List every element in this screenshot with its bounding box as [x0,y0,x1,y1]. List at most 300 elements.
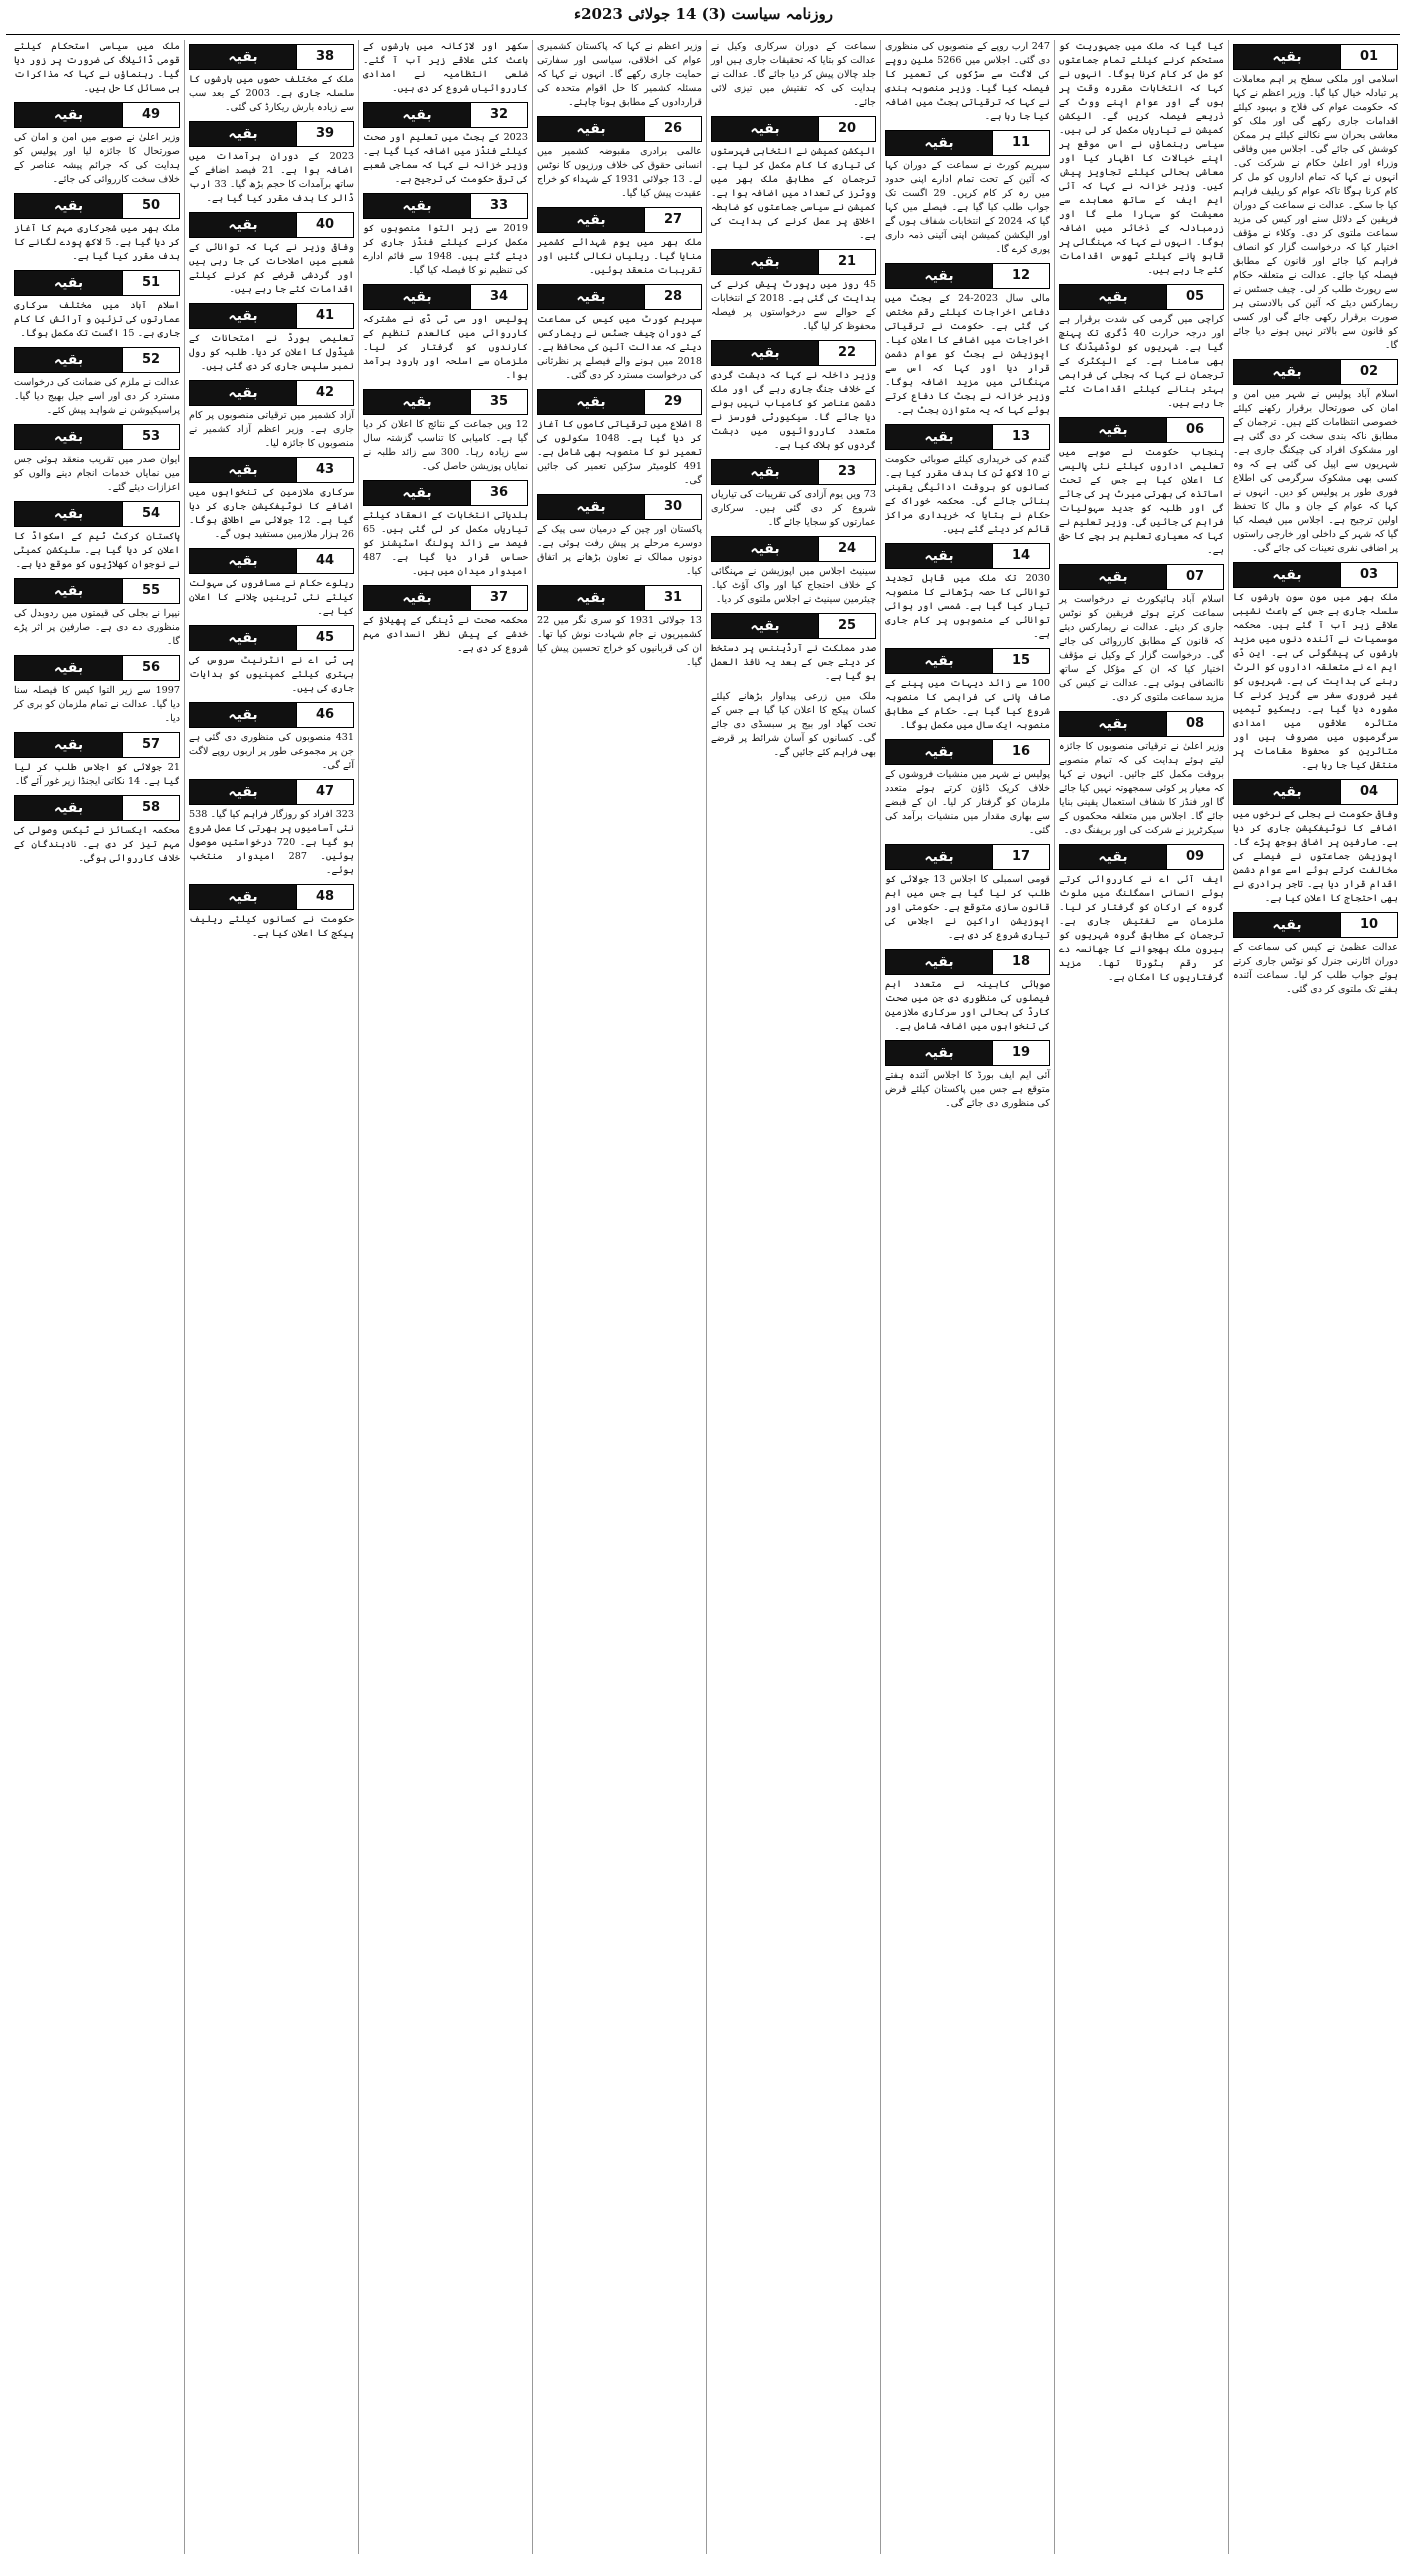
continuation-block [1233,562,1398,773]
continuation-block [711,536,876,607]
article-text: وفاقی وزیر نے کہا کہ توانائی کے شعبے میں اصلاحات کی جا رہی ہیں اور گردشی قرضے کم کرنے کیلئے اقدامات کئے جا رہے ہیں۔ [189,242,354,295]
article-text: کیا گیا کہ ملک میں جمہوریت کو مستحکم کرنے کیلئے تمام جماعتوں کو مل کر کام کرنا ہوگا۔ انہوں نے کہا کہ انتخابات مقررہ وقت پر ہوں گے اور عوام اپنے ووٹ کے ذریعے فیصلہ کریں گے۔ الیکشن کمیشن نے تیاریاں مکمل کر لی ہیں۔ سیاسی رہنماؤں نے اس موقع پر اپنے خیالات کا اظہار کیا اور معاشی بحالی کیلئے تجاویز پیش کیں۔ وزیر خزانہ نے کہا کہ آئی ایم ایف کے ساتھ معاہدے سے معیشت کو سہارا ملے گا اور زرمبادلہ کے ذخائر میں اضافہ ہوگا۔ انہوں نے کہا کہ مہنگائی پر قابو پانے کیلئے ٹھوس اقدامات کئے جا رہے ہیں۔ [1059,41,1224,276]
continuation-block [885,263,1050,418]
article-text: 13 جولائی 1931 کو سری نگر میں 22 کشمیریوں نے جام شہادت نوش کیا تھا۔ ان کی قربانیوں کو خراج تحسین پیش کیا گیا۔ [537,615,702,668]
continuation-number: 37 [470,586,527,610]
continuation-label: بقیہ [15,271,122,295]
article-text: ایوان صدر میں تقریب منعقد ہوئی جس میں نمایاں خدمات انجام دینے والوں کو اعزازات دیئے گئے۔ [14,454,180,493]
article-text: پاکستان اور چین کے درمیان سی پیک کے دوسرے مرحلے پر پیش رفت ہوئی ہے۔ دونوں ممالک نے تعاون بڑھانے پر اتفاق کیا۔ [537,524,702,577]
continuation-tag [537,494,702,520]
continuation-tag [189,212,354,238]
continuation-block [189,548,354,619]
continuation-label: بقیہ [886,131,992,155]
continuation-number: 56 [122,656,179,680]
continuation-block [14,578,180,649]
article-text: محکمہ ایکسائز نے ٹیکس وصولی کی مہم تیز کر دی ہے۔ نادہندگان کے خلاف کارروائی ہوگی۔ [14,825,180,864]
article-text: 100 سے زائد دیہات میں پینے کے صاف پانی کی فراہمی کا منصوبہ شروع کیا گیا ہے۔ حکام کے مطابق منصوبہ ایک سال میں مکمل ہوگا۔ [885,678,1050,731]
continuation-number: 35 [470,390,527,414]
continuation-label: بقیہ [190,458,296,482]
article-text: صدر مملکت نے آرڈیننس پر دستخط کر دیئے جس کے بعد یہ نافذ العمل ہو گیا ہے۔ [711,643,876,682]
continuation-label: بقیہ [1060,845,1166,869]
article-text: 8 اضلاع میں ترقیاتی کاموں کا آغاز کر دیا گیا ہے۔ 1048 سکولوں کی تعمیر نو کا منصوبہ بھی شامل ہے۔ 491 کلومیٹر سڑکیں تعمیر کی جائیں گی۔ [537,419,702,486]
continuation-block [711,340,876,453]
continuation-number: 31 [644,586,701,610]
continuation-label: بقیہ [15,733,122,757]
article-text: ملک میں سیاسی استحکام کیلئے قومی ڈائیلاگ کی ضرورت پر زور دیا گیا۔ رہنماؤں نے کہا کہ مذاکرات ہی مسائل کا حل ہیں۔ [14,41,180,94]
continuation-block [363,193,528,278]
continuation-tag [1059,564,1224,590]
continuation-tag [14,732,180,758]
article-text: 73 ویں یوم آزادی کی تقریبات کی تیاریاں شروع کر دی گئی ہیں۔ سرکاری عمارتوں کو سجایا جائے گا۔ [711,489,876,528]
continuation-number: 08 [1166,712,1223,736]
continuation-tag [363,284,528,310]
column-5 [532,40,706,2554]
article-text: وزیر داخلہ نے کہا کہ دہشت گردی کے خلاف جنگ جاری رہے گی اور ملک دشمن عناصر کو کامیاب نہیں ہونے دیا جائے گا۔ سیکیورٹی فورسز نے متعدد کارروائیوں میں دہشت گردوں کو ہلاک کیا ہے۔ [711,370,876,451]
continuation-tag [14,102,180,128]
continuation-number: 40 [296,213,353,237]
continuation-block [189,380,354,451]
continuation-label: بقیہ [15,348,122,372]
continuation-tag [711,340,876,366]
header-rule [6,34,1400,35]
article-text: 2019 سے زیر التوا منصوبوں کو مکمل کرنے کیلئے فنڈز جاری کر دیئے گئے ہیں۔ 1948 سے قائم ادارے کی تنظیم نو کا فیصلہ کیا گیا۔ [363,223,529,276]
continuation-label: بقیہ [886,950,992,974]
continuation-number: 19 [992,1041,1049,1065]
column-6 [358,40,532,2554]
continuation-block [14,347,180,418]
continuation-number: 50 [122,194,179,218]
continuation-block [885,424,1050,537]
continuation-number: 13 [992,425,1049,449]
article-text: بلدیاتی انتخابات کے انعقاد کیلئے تیاریاں مکمل کر لی گئی ہیں۔ 65 فیصد سے زائد پولنگ اسٹیشنز کو حساس قرار دیا گیا ہے۔ 487 امیدوار میدان میں ہیں۔ [363,510,528,577]
article-text: مالی سال 2023-24 کے بجٹ میں دفاعی اخراجات کیلئے رقم مختص کی گئی ہے۔ حکومت نے ترقیاتی اخراجات میں اضافے کا اعلان کیا۔ اپوزیشن نے بجٹ کو عوام دشمن قرار دیا اور کہا کہ اس سے مہنگائی میں مزید اضافہ ہوگا۔ وزیر خزانہ نے بجٹ کا دفاع کرتے ہوئے کہا کہ یہ متوازن بجٹ ہے۔ [885,293,1050,416]
continuation-label: بقیہ [15,194,122,218]
article-text: پولیس نے شہر میں منشیات فروشوں کے خلاف کریک ڈاؤن کرتے ہوئے متعدد ملزمان کو گرفتار کر لیا۔ ان کے قبضے سے بھاری مقدار میں منشیات برآمد کی گئی۔ [885,769,1050,836]
article-text: ایف آئی اے نے کارروائی کرتے ہوئے انسانی اسمگلنگ میں ملوث گروہ کے ارکان کو گرفتار کر لیا۔ ملزمان سے تفتیش جاری ہے۔ ترجمان کے مطابق گروہ شہریوں کو بیرون ملک بھجوانے کا جھانسہ دے کر رقم بٹورتا تھا۔ مزید گرفتاریوں کا امکان ہے۔ [1059,874,1224,983]
article-text: قومی اسمبلی کا اجلاس 13 جولائی کو طلب کر لیا گیا ہے جس میں اہم قانون سازی متوقع ہے۔ حکومتی اور اپوزیشن اراکین نے اجلاس کی تیاری شروع کر دی ہے۔ [885,874,1051,941]
continuation-tag [711,249,876,275]
continuation-block [189,457,354,542]
column-8 [10,40,184,2554]
article-text: 247 ارب روپے کے منصوبوں کی منظوری دی گئی۔ اجلاس میں 5266 ملین روپے کی لاگت سے سڑکوں کی تعمیر کا فیصلہ کیا گیا۔ وزیر منصوبہ بندی نے کہا کہ ترقیاتی بجٹ میں اضافہ کیا جا رہا ہے۔ [885,41,1050,122]
continuation-number: 15 [992,649,1049,673]
continuation-block [14,270,180,341]
column-7 [184,40,358,2554]
continuation-label: بقیہ [712,460,818,484]
article-text: اسلام آباد میں مختلف سرکاری عمارتوں کی تزئین و آرائش کا کام جاری ہے۔ 15 اگست تک مکمل ہوگا۔ [14,300,180,339]
continuation-number: 34 [470,285,527,309]
continuation-block [537,116,702,201]
continuation-tag [885,949,1050,975]
article-text: ریلوے حکام نے مسافروں کی سہولت کیلئے نئی ٹرینیں چلانے کا اعلان کیا ہے۔ [189,578,354,617]
continuation-tag [189,548,354,574]
continuation-block [537,284,702,383]
continuation-tag [14,347,180,373]
continuation-number: 12 [992,264,1049,288]
continuation-block [14,424,180,495]
continuation-tag [885,424,1050,450]
article-text: عدالت عظمیٰ نے کیس کی سماعت کے دوران اٹارنی جنرل کو نوٹس جاری کرتے ہوئے جواب طلب کر لیا۔ سماعت آئندہ ہفتے تک ملتوی کر دی گئی۔ [1233,942,1398,995]
continuation-label: بقیہ [886,1041,992,1065]
continuation-tag [189,457,354,483]
continuation-tag [1059,417,1224,443]
continuation-tag [1233,359,1398,385]
continuation-label: بقیہ [364,285,470,309]
continuation-block [537,389,702,488]
continuation-label: بقیہ [538,390,644,414]
article-text: سپریم کورٹ میں کیس کی سماعت کے دوران چیف جسٹس نے ریمارکس دیئے کہ عدالت آئین کی محافظ ہے۔ 2018 میں ہونے والے فیصلے پر نظرثانی کی درخواست مسترد کر دی گئی۔ [537,314,702,381]
continuation-block [537,40,702,110]
continuation-number: 47 [296,780,353,804]
continuation-block [14,655,180,726]
continuation-number: 23 [818,460,875,484]
continuation-number: 06 [1166,418,1223,442]
article-text: 45 روز میں رپورٹ پیش کرنے کی ہدایت کی گئی ہے۔ 2018 کے انتخابات کے حوالے سے درخواستوں پر فیصلہ محفوظ کر لیا گیا۔ [711,279,876,332]
article-text: 12 ویں جماعت کے نتائج کا اعلان کر دیا گیا ہے۔ کامیابی کا تناسب گزشتہ سال سے زیادہ رہا۔ 300 سے زائد طلبہ نے نمایاں پوزیشن حاصل کی۔ [363,419,529,472]
continuation-label: بقیہ [712,341,818,365]
continuation-label: بقیہ [15,656,122,680]
continuation-label: بقیہ [538,117,644,141]
continuation-label: بقیہ [1060,565,1166,589]
article-text: ملک بھر میں مون سون بارشوں کا سلسلہ جاری ہے جس کے باعث نشیبی علاقے زیر آب آ گئے ہیں۔ محکمہ موسمیات نے آئندہ دنوں میں مزید بارشوں کی پیشگوئی کی ہے۔ این ڈی ایم اے نے متعلقہ اداروں کو الرٹ رہنے کی ہدایت کی ہے۔ شہریوں کو غیر ضروری سفر سے گریز کرنے کا مشورہ دیا گیا ہے۔ ریسکیو ٹیمیں متاثرہ علاقوں میں امدادی سرگرمیوں میں مصروف ہیں اور متاثرین کو محفوظ مقامات پر منتقل کیا جا رہا ہے۔ [1233,592,1398,771]
article-text: 431 منصوبوں کی منظوری دی گئی ہے جن پر مجموعی طور پر اربوں روپے لاگت آئے گی۔ [189,732,354,771]
continuation-label: بقیہ [1060,418,1166,442]
continuation-label: بقیہ [364,194,470,218]
continuation-tag [885,739,1050,765]
article-text: الیکشن کمیشن نے انتخابی فہرستوں کی تیاری کا کام مکمل کر لیا ہے۔ ترجمان کے مطابق ملک بھر میں ووٹرز کی تعداد میں اضافہ ہوا ہے۔ کمیشن نے سیاسی جماعتوں کو ضابطہ اخلاق پر عمل کرنے کی ہدایت کی ہے۔ [711,146,876,241]
continuation-number: 44 [296,549,353,573]
continuation-number: 18 [992,950,1049,974]
article-text: اسلامی اور ملکی سطح پر اہم معاملات پر تبادلہ خیال کیا گیا۔ وزیر اعظم نے کہا کہ حکومت عوام کی فلاح و بہبود کیلئے اقدامات جاری رکھے گی اور ملک کو معاشی بحران سے نکالنے کیلئے ہر ممکن کوشش کی جائے گی۔ اجلاس میں وفاقی وزراء اور اعلیٰ حکام نے شرکت کی۔ انہوں نے کہا کہ تمام اداروں کو مل کر کام کرنا ہوگا تاکہ عوام کو ریلیف فراہم کیا جا سکے۔ عدالت نے سماعت کے دوران فریقین کے دلائل سنے اور کیس کی مزید سماعت ملتوی کر دی۔ وکلاء نے مؤقف اختیار کیا کہ درخواست گزار کو انصاف فراہم کیا جائے اور قانون کے مطابق فیصلہ کیا جائے۔ عدالت نے متعلقہ حکام سے رپورٹ طلب کر لی۔ چیف جسٹس نے ریمارکس دیئے کہ آئین کی بالادستی ہر صورت برقرار رکھی جائے گی اور کسی کو قانون سے بالاتر نہیں ہونے دیا جائے گا۔ [1233,74,1398,351]
continuation-block [1233,779,1398,906]
continuation-block [189,702,354,773]
article-text: پولیس اور سی ٹی ڈی نے مشترکہ کارروائی میں کالعدم تنظیم کے کارندوں کو گرفتار کر لیا۔ ملزمان سے اسلحہ اور بارود برآمد ہوا۔ [363,314,528,381]
continuation-block [14,40,180,96]
continuation-number: 10 [1340,913,1397,937]
continuation-number: 36 [470,481,527,505]
continuation-label: بقیہ [190,45,296,69]
continuation-number: 46 [296,703,353,727]
continuation-block [363,585,528,656]
article-text: صوبائی کابینہ نے متعدد اہم فیصلوں کی منظوری دی جن میں صحت کارڈ کی بحالی اور سرکاری ملازمین کی تنخواہوں میں اضافہ شامل ہے۔ [885,979,1050,1032]
article-text: 21 جولائی کو اجلاس طلب کر لیا گیا ہے۔ 14 نکاتی ایجنڈا زیر غور آئے گا۔ [14,762,180,787]
continuation-block [885,40,1050,124]
continuation-block [189,303,354,374]
continuation-block [1233,912,1398,997]
continuation-tag [1059,711,1224,737]
article-text: ملک بھر میں یوم شہدائے کشمیر منایا گیا۔ ریلیاں نکالی گئیں اور تقریبات منعقد ہوئیں۔ [537,237,702,276]
continuation-block [1059,417,1224,558]
continuation-block [189,44,354,115]
continuation-number: 28 [644,285,701,309]
continuation-number: 17 [992,845,1049,869]
continuation-label: بقیہ [190,780,296,804]
continuation-tag [537,284,702,310]
continuation-block [189,884,354,941]
continuation-label: بقیہ [1060,712,1166,736]
continuation-number: 03 [1340,563,1397,587]
continuation-label: بقیہ [15,103,122,127]
article-text: اسلام آباد ہائیکورٹ نے درخواست پر سماعت کرتے ہوئے فریقین کو نوٹس جاری کر دیئے۔ عدالت نے ریمارکس دیئے کہ قانون کے مطابق کارروائی کی جائے گی۔ درخواست گزار کے وکیل نے مؤقف اختیار کیا کہ ان کے مؤکل کے ساتھ ناانصافی ہوئی ہے۔ عدالت نے کیس کی مزید سماعت ملتوی کر دی۔ [1059,594,1224,703]
column-2 [1054,40,1228,2554]
column-4 [706,40,880,2554]
continuation-label: بقیہ [190,381,296,405]
continuation-tag [885,130,1050,156]
article-text: تعلیمی بورڈ نے امتحانات کے شیڈول کا اعلان کر دیا۔ طلبہ کو رول نمبر سلپس جاری کر دی گئی ہیں۔ [189,333,354,372]
article-text: سرکاری ملازمین کی تنخواہوں میں اضافے کا نوٹیفکیشن جاری کر دیا گیا ہے۔ 12 جولائی سے اطلاق ہوگا۔ 26 ہزار ملازمین مستفید ہوں گے۔ [189,487,355,540]
continuation-label: بقیہ [1060,285,1166,309]
continuation-block [711,116,876,243]
continuation-tag [1233,779,1398,805]
article-text: سماعت کے دوران سرکاری وکیل نے عدالت کو بتایا کہ تحقیقات جاری ہیں اور جلد چالان پیش کر دیا جائے گا۔ عدالت نے ہدایت کی کہ تفتیش میں تیزی لائی جائے۔ [711,41,876,108]
continuation-label: بقیہ [364,586,470,610]
continuation-block [14,732,180,789]
continuation-label: بقیہ [15,796,122,820]
continuation-number: 09 [1166,845,1223,869]
continuation-tag [14,424,180,450]
continuation-number: 52 [122,348,179,372]
continuation-block [537,207,702,278]
continuation-tag [14,501,180,527]
continuation-tag [885,648,1050,674]
continuation-number: 49 [122,103,179,127]
article-text: کراچی میں گرمی کی شدت برقرار ہے اور درجہ حرارت 40 ڈگری تک پہنچ گیا ہے۔ شہریوں کو لوڈشیڈنگ کا بھی سامنا ہے۔ کے الیکٹرک کے ترجمان نے کہا کہ بجلی کی فراہمی بہتر بنانے کیلئے اقدامات کئے جا رہے ہیں۔ [1059,314,1224,409]
continuation-number: 14 [992,544,1049,568]
continuation-tag [711,536,876,562]
continuation-tag [711,459,876,485]
continuation-tag [189,702,354,728]
continuation-number: 54 [122,502,179,526]
column-3 [880,40,1054,2554]
continuation-label: بقیہ [1234,780,1340,804]
continuation-block [885,648,1050,733]
article-text: آزاد کشمیر میں ترقیاتی منصوبوں پر کام جاری ہے۔ وزیر اعظم آزاد کشمیر نے منصوبوں کا جائزہ لیا۔ [189,410,354,449]
article-text: سپریم کورٹ نے سماعت کے دوران کہا کہ آئین کے تحت تمام ادارے اپنی حدود میں رہ کر کام کریں۔ 29 اگست تک جواب طلب کیا گیا ہے۔ فیصلے میں کہا گیا کہ 2024 کے انتخابات شفاف ہوں گے اور الیکشن کمیشن اپنی آئینی ذمہ داری پوری کرے گا۔ [885,160,1050,255]
article-text: سینیٹ اجلاس میں اپوزیشن نے مہنگائی کے خلاف احتجاج کیا اور واک آؤٹ کیا۔ چیئرمین سینیٹ نے اجلاس ملتوی کر دیا۔ [711,566,876,605]
article-text: عدالت نے ملزم کی ضمانت کی درخواست مسترد کر دی اور اسے جیل بھیج دیا گیا۔ پراسیکیوشن نے شواہد پیش کئے۔ [14,377,180,416]
continuation-label: بقیہ [538,495,644,519]
continuation-tag [363,389,528,415]
article-text: وفاقی حکومت نے بجلی کے نرخوں میں اضافے کا نوٹیفکیشن جاری کر دیا ہے۔ صارفین پر اضافی بوجھ پڑے گا۔ اپوزیشن جماعتوں نے فیصلے کی مخالفت کرتے ہوئے اسے عوام دشمن اقدام قرار دیا ہے۔ تاجر برادری نے بھی احتجاج کا اعلان کیا ہے۔ [1233,809,1398,904]
continuation-number: 07 [1166,565,1223,589]
continuation-tag [537,585,702,611]
continuation-block [1233,359,1398,556]
continuation-number: 48 [296,885,353,909]
continuation-number: 53 [122,425,179,449]
continuation-block [1059,711,1224,838]
continuation-label: بقیہ [886,845,992,869]
continuation-block [14,193,180,264]
continuation-label: بقیہ [712,117,818,141]
continuation-block [711,459,876,530]
continuation-tag [711,613,876,639]
article-text: عالمی برادری مقبوضہ کشمیر میں انسانی حقوق کی خلاف ورزیوں کا نوٹس لے۔ 13 جولائی 1931 کے شہداء کو خراج عقیدت پیش کیا گیا۔ [537,146,703,199]
continuation-number: 41 [296,304,353,328]
article-text: ملک بھر میں شجرکاری مہم کا آغاز کر دیا گیا ہے۔ 5 لاکھ پودے لگانے کا ہدف مقرر کیا گیا ہے۔ [14,223,180,262]
continuation-label: بقیہ [15,502,122,526]
continuation-label: بقیہ [886,425,992,449]
article-text: نیپرا نے بجلی کی قیمتوں میں ردوبدل کی منظوری دے دی ہے۔ صارفین پر اثر پڑے گا۔ [14,608,180,647]
continuation-label: بقیہ [190,549,296,573]
continuation-block [189,779,354,878]
continuation-number: 20 [818,117,875,141]
continuation-number: 25 [818,614,875,638]
continuation-number: 57 [122,733,179,757]
article-text: پاکستان کرکٹ ٹیم کے اسکواڈ کا اعلان کر دیا گیا ہے۔ سلیکشن کمیٹی نے نوجوان کھلاڑیوں کو موقع دیا ہے۔ [14,531,180,570]
continuation-number: 51 [122,271,179,295]
continuation-tag [189,779,354,805]
article-text: ملک میں زرعی پیداوار بڑھانے کیلئے کسان پیکج کا اعلان کیا گیا ہے جس کے تحت کھاد اور بیج پر سبسڈی دی جائے گی۔ کسانوں کو آسان شرائط پر قرضے بھی فراہم کئے جائیں گے۔ [711,691,876,758]
continuation-label: بقیہ [190,122,296,146]
continuation-block [711,40,876,110]
continuation-tag [885,844,1050,870]
continuation-block [14,795,180,866]
continuation-number: 27 [644,208,701,232]
column-1 [1228,40,1402,2554]
article-text: وزیر اعلیٰ نے ترقیاتی منصوبوں کا جائزہ لیتے ہوئے ہدایت کی کہ تمام منصوبے بروقت مکمل کئے جائیں۔ انہوں نے کہا کہ معیار پر کوئی سمجھوتہ نہیں کیا جائے گا اور فنڈز کا شفاف استعمال یقینی بنایا جائے گا۔ اجلاس میں متعلقہ محکموں کے سیکرٹریز نے شرکت کی اور بریفنگ دی۔ [1059,741,1224,836]
continuation-number: 21 [818,250,875,274]
continuation-tag [189,625,354,651]
continuation-label: بقیہ [15,425,122,449]
continuation-tag [189,884,354,910]
continuation-tag [14,578,180,604]
continuation-block [189,121,354,206]
continuation-tag [1233,912,1398,938]
continuation-label: بقیہ [1234,360,1340,384]
continuation-label: بقیہ [538,208,644,232]
article-text: پنجاب حکومت نے صوبے میں تعلیمی اداروں کیلئے نئی پالیسی کا اعلان کیا ہے جس کے تحت اساتذہ کی بھرتی میرٹ پر کی جائے گی اور طلبہ کو جدید سہولیات فراہم کی جائیں گی۔ وزیر تعلیم نے کہا کہ معیاری تعلیم ہر بچے کا حق ہے۔ [1059,447,1224,556]
continuation-number: 45 [296,626,353,650]
continuation-label: بقیہ [712,614,818,638]
continuation-label: بقیہ [538,586,644,610]
article-text: حکومت نے کسانوں کیلئے ریلیف پیکج کا اعلان کیا ہے۔ [189,914,354,939]
continuation-tag [14,795,180,821]
continuation-label: بقیہ [712,250,818,274]
continuation-tag [537,389,702,415]
continuation-number: 11 [992,131,1049,155]
continuation-block [363,40,528,96]
continuation-number: 33 [470,194,527,218]
continuation-tag [189,44,354,70]
continuation-label: بقیہ [886,740,992,764]
continuation-block [363,480,528,579]
continuation-tag [14,193,180,219]
continuation-label: بقیہ [886,544,992,568]
article-text: 2023 کے بجٹ میں تعلیم اور صحت کیلئے فنڈز میں اضافہ کیا گیا ہے۔ وزیر خزانہ نے کہا کہ سماجی شعبے کی ترقی حکومت کی ترجیح ہے۔ [363,132,528,185]
continuation-number: 38 [296,45,353,69]
continuation-label: بقیہ [190,626,296,650]
continuation-number: 04 [1340,780,1397,804]
continuation-block [885,739,1050,838]
continuation-block [885,543,1050,642]
continuation-tag [363,480,528,506]
continuation-tag [537,207,702,233]
continuation-number: 43 [296,458,353,482]
continuation-block [1059,564,1224,705]
article-text: وزیر اعظم نے کہا کہ پاکستان کشمیری عوام کی اخلاقی، سیاسی اور سفارتی حمایت جاری رکھے گا۔ انہوں نے کہا کہ مسئلہ کشمیر کا حل اقوام متحدہ کی قراردادوں کے مطابق ہونا چاہئے۔ [537,41,702,108]
article-text: وزیر اعلیٰ نے صوبے میں امن و امان کی صورتحال کا جائزہ لیا اور پولیس کو ہدایت کی کہ جرائم پیشہ عناصر کے خلاف سخت کارروائی کی جائے۔ [14,132,180,185]
continuation-tag [885,543,1050,569]
continuation-block [537,585,702,670]
continuation-number: 02 [1340,360,1397,384]
continuation-block [537,494,702,579]
continuation-tag [363,585,528,611]
continuation-number: 30 [644,495,701,519]
page-header: روزنامہ سیاست (3) 14 جولائی 2023ء [574,5,833,23]
continuation-block [189,625,354,696]
continuation-number: 22 [818,341,875,365]
continuation-block [1059,40,1224,278]
continuation-label: بقیہ [190,703,296,727]
continuation-block [1059,844,1224,985]
continuation-block [885,130,1050,257]
article-text: گندم کی خریداری کیلئے صوبائی حکومت نے 10 لاکھ ٹن کا ہدف مقرر کیا ہے۔ کسانوں کو بروقت ادائیگی یقینی بنائی جائے گی۔ محکمہ خوراک کے حکام نے بتایا کہ خریداری مراکز قائم کر دیئے گئے ہیں۔ [885,454,1051,535]
continuation-number: 26 [644,117,701,141]
continuation-tag [1059,284,1224,310]
continuation-tag [189,380,354,406]
article-text: محکمہ صحت نے ڈینگی کے پھیلاؤ کے خدشے کے پیش نظر انسدادی مہم شروع کر دی ہے۔ [363,615,528,654]
continuation-label: بقیہ [364,390,470,414]
continuation-number: 01 [1340,45,1397,69]
continuation-tag [1233,562,1398,588]
continuation-number: 24 [818,537,875,561]
continuation-label: بقیہ [1234,563,1340,587]
article-text: آئی ایم ایف بورڈ کا اجلاس آئندہ ہفتے متوقع ہے جس میں پاکستان کیلئے قرض کی منظوری دی جائے گی۔ [885,1070,1050,1109]
article-text: پی ٹی اے نے انٹرنیٹ سروس کی بہتری کیلئے کمپنیوں کو ہدایات جاری کی ہیں۔ [189,655,354,694]
continuation-block [363,389,528,474]
continuation-number: 05 [1166,285,1223,309]
continuation-block [711,690,876,760]
continuation-label: بقیہ [538,285,644,309]
continuation-tag [14,655,180,681]
continuation-block [711,613,876,684]
continuation-number: 39 [296,122,353,146]
continuation-label: بقیہ [364,481,470,505]
continuation-label: بقیہ [364,103,470,127]
continuation-tag [1059,844,1224,870]
continuation-label: بقیہ [886,649,992,673]
continuation-number: 42 [296,381,353,405]
continuation-label: بقیہ [190,213,296,237]
continuation-tag [537,116,702,142]
continuation-block [363,284,528,383]
continuation-label: بقیہ [1234,913,1340,937]
continuation-block [14,501,180,572]
continuation-label: بقیہ [712,537,818,561]
continuation-block [14,102,180,187]
continuation-tag [711,116,876,142]
continuation-block [885,949,1050,1034]
article-text: 2030 تک ملک میں قابل تجدید توانائی کا حصہ بڑھانے کا منصوبہ تیار کیا گیا ہے۔ شمسی اور ہوائی توانائی کے منصوبوں پر کام جاری ہے۔ [885,573,1050,640]
columns-container [6,40,1402,2554]
continuation-tag [189,121,354,147]
continuation-label: بقیہ [1234,45,1340,69]
continuation-tag [885,263,1050,289]
continuation-number: 58 [122,796,179,820]
continuation-number: 16 [992,740,1049,764]
continuation-block [885,1040,1050,1111]
continuation-number: 29 [644,390,701,414]
article-text: سکھر اور لاڑکانہ میں بارشوں کے باعث کئی علاقے زیر آب آ گئے۔ ضلعی انتظامیہ نے امدادی کارروائیاں شروع کر دی ہیں۔ [363,41,528,94]
article-text: 1997 سے زیر التوا کیس کا فیصلہ سنا دیا گیا۔ عدالت نے تمام ملزمان کو بری کر دیا۔ [14,685,180,724]
article-text: ملک کے مختلف حصوں میں بارشوں کا سلسلہ جاری ہے۔ 2003 کے بعد سب سے زیادہ بارش ریکارڈ کی گئی۔ [189,74,354,113]
continuation-block [1233,44,1398,353]
article-text: 323 افراد کو روزگار فراہم کیا گیا۔ 538 نئی آسامیوں پر بھرتی کا عمل شروع ہو گیا ہے۔ 720 درخواستیں موصول ہوئیں۔ 287 امیدوار منتخب ہوئے۔ [189,809,354,876]
continuation-label: بقیہ [190,304,296,328]
continuation-tag [885,1040,1050,1066]
continuation-number: 32 [470,103,527,127]
continuation-tag [14,270,180,296]
